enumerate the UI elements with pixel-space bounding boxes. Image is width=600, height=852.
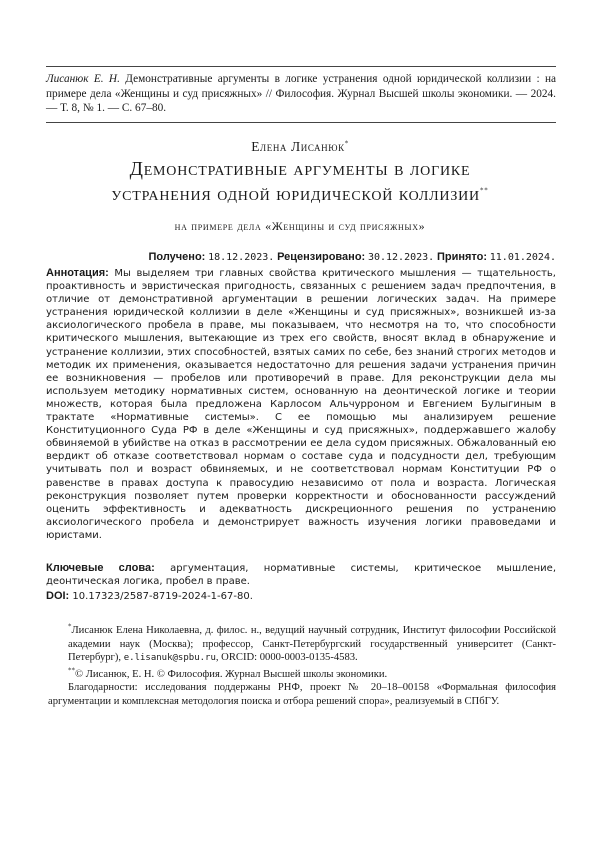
footnote-2-text: © Лисанюк, Е. Н. © Философия. Журнал Высшей школы экономики.	[75, 668, 388, 680]
author-email-link[interactable]: e.lisanuk@spbu.ru	[123, 653, 216, 663]
doi-link[interactable]: 10.17323/2587-8719-2024-1-67-80.	[72, 591, 253, 602]
article-title	[40, 157, 560, 207]
citation-text: Демонстративные аргументы в логике устранения одной юридической коллизии : на примере дела «Женщины и суд присяжных» // Философия. Журнал Высшей школы экономики. — 2024. — Т. 8, № 1. — С. 67–80.	[46, 73, 556, 114]
article-author	[0, 139, 600, 155]
citation-block	[46, 66, 556, 123]
citation-author: Лисанюк Е. Н.	[46, 73, 120, 85]
footnote-1-mark: *	[68, 622, 72, 631]
doi	[46, 590, 556, 602]
footnote-1-text: Лисанюк Елена Николаевна, д. филос. н., ведущий научный сотрудник, Институт философии Российской академии наук (Москва); профессор, Санкт-Петербургский государственный университет (Санкт-Петербург),	[68, 625, 556, 663]
keywords-text: аргументация, нормативные системы, критическое мышление, деонтическая логика, пробел в праве.	[46, 563, 557, 588]
keywords	[46, 562, 556, 588]
received-label: Получено:	[148, 251, 206, 263]
title-line-2: устранения одной юридической коллизии	[111, 184, 480, 205]
reviewed-date: 30.12.2023.	[367, 252, 435, 263]
keywords-label: Ключевые слова:	[46, 562, 155, 574]
reviewed-label: Рецензировано:	[277, 251, 366, 263]
title-line-1: Демонстративные аргументы в логике	[129, 159, 471, 180]
author-footnote-mark: *	[344, 139, 349, 148]
author-name: Елена Лисанюк	[251, 139, 345, 154]
footnote-copyright	[68, 665, 556, 682]
author-orcid: , ORCID: 0000-0003-0135-4583.	[215, 652, 358, 663]
footnote-author-info	[68, 624, 556, 666]
abstract-label: Аннотация:	[46, 267, 109, 279]
abstract-text: Мы выделяем три главных свойства критического мышления — тщательность, проактивность и эвристическая пригодность, связанных с решением задач предпочтения, в отличие от демонстративной аргументации в решении логических задач. На примере устранения юридической коллизии в деле «Женщины и суд присяжных», возникшей из-за аксиологического пробела в праве, мы показываем, что несмотря на то, что способности критического мышления, вытекающие из трех его свойств, вносят вклад в обнаружение и устранение коллизии, этих способностей, взятых самих по себе, без знаний строгих методов и методик их применения, оказывается недостаточно для решения задачи устранения причин ее возникновения — пробелов или противоречий в праве. Для реконструкции дела мы используем методику нормативных систем, основанную на деонтической логике и теории множеств, которая была предложена Карлосом Альчурроном и Евгением Булыгиным в трактате «Нормативные системы». С ее помощью мы анализируем решение Конституционного Суда РФ в деле «Женщины и суд присяжных», поддержавшего жалобу обвиняемой в убийстве на отказ в рассмотрении ее дела судом присяжных. Обжалованный ею вердикт об отказе соответствовал нормам о составе суда и подсудности дел, требующим учитывать пол и возраст обвиняемых, и не соответствовал нормам Конституции РФ о равенстве в правах доступа к правосудию независимо от пола и возраста. Логическая реконструкция позволяет путем проверки корректности и обоснованности рассуждений оценить эффективность и адекватность дискреционного решения по устранению аксиологического пробела и демонстрирует важность изучения логики правоведами и юристами.	[46, 268, 556, 541]
title-footnote-mark: **	[479, 186, 489, 195]
received-date: 18.12.2023.	[208, 252, 275, 263]
accepted-date: 11.01.2024.	[489, 252, 556, 263]
publication-dates	[46, 251, 556, 263]
footnote-acknowledgements: Благодарности: исследования поддержаны РНФ, проект № 20–18–00158 «Формальная философия аргументации и комплексная методология поиска и отбора решений спора», реализуемый в СПбГУ.	[48, 682, 556, 707]
accepted-label: Принято:	[436, 251, 488, 263]
footnote-2-mark: **	[68, 665, 75, 674]
abstract	[46, 267, 556, 542]
footnotes	[48, 622, 556, 708]
doi-label: DOI:	[46, 590, 70, 602]
article-subtitle: на примере дела «Женщины и суд присяжных»	[174, 219, 426, 233]
